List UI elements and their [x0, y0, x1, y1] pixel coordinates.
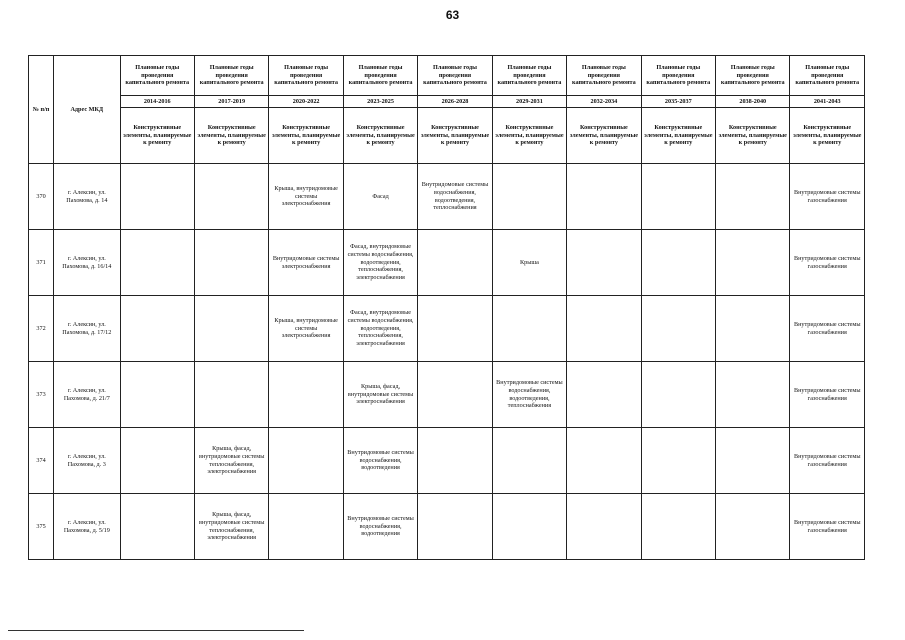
table-row [29, 428, 865, 494]
repair-cell: Внутридомовые системы газоснабжения [790, 494, 865, 560]
header-elements-title: Конструктивные элементы, планируемые к ремонту [716, 108, 790, 164]
repair-cell: Крыша, фасад, внутридомовые системы электроснабжения [343, 362, 417, 428]
repair-cell [492, 494, 566, 560]
row-number: 374 [29, 428, 54, 494]
header-elements-title: Конструктивные элементы, планируемые к ремонту [790, 108, 865, 164]
row-address: г. Алексин, ул. Пахомова, д. 21/7 [54, 362, 120, 428]
repair-cell: Внутридомовые системы водоснабжения, водоотведения, теплоснабжения [418, 164, 492, 230]
repair-cell [194, 362, 268, 428]
header-elements-title: Конструктивные элементы, планируемые к ремонту [120, 108, 194, 164]
table-row [29, 494, 865, 560]
repair-cell: Внутридомовые системы водоснабжения, водоотведения [343, 494, 417, 560]
repair-cell [492, 428, 566, 494]
repair-cell [641, 230, 715, 296]
table-row [29, 164, 865, 230]
table-row [29, 362, 865, 428]
repair-cell [120, 164, 194, 230]
repair-cell [194, 230, 268, 296]
repair-cell [567, 362, 641, 428]
repair-cell [120, 428, 194, 494]
repair-cell: Внутридомовые системы водоснабжения, водоотведения [343, 428, 417, 494]
repair-cell [567, 296, 641, 362]
repair-cell: Фасад [343, 164, 417, 230]
header-period-title: Плановые годы проведения капитального ремонта [641, 56, 715, 96]
repair-cell [716, 164, 790, 230]
footnote-divider [8, 630, 304, 631]
repair-cell [641, 362, 715, 428]
repair-cell: Внутридомовые системы газоснабжения [790, 362, 865, 428]
repair-cell: Крыша, фасад, внутридомовые системы теплоснабжения, электроснабжения [194, 494, 268, 560]
repair-cell [120, 230, 194, 296]
row-address: г. Алексин, ул. Пахомова, д. 5/19 [54, 494, 120, 560]
row-address: г. Алексин, ул. Пахомова, д. 16/14 [54, 230, 120, 296]
header-elements-title: Конструктивные элементы, планируемые к ремонту [343, 108, 417, 164]
repair-cell: Фасад, внутридомовые системы водоснабжения, водоотведения, теплоснабжения, электроснабжения [343, 230, 417, 296]
repair-cell: Фасад, внутридомовые системы водоснабжения, водоотведения, теплоснабжения, электроснабжения [343, 296, 417, 362]
header-elements-title: Конструктивные элементы, планируемые к ремонту [418, 108, 492, 164]
row-number: 375 [29, 494, 54, 560]
repair-cell [492, 296, 566, 362]
repair-cell [269, 494, 343, 560]
repair-cell [194, 164, 268, 230]
repair-cell: Внутридомовые системы газоснабжения [790, 230, 865, 296]
repair-cell [269, 428, 343, 494]
repair-cell: Внутридомовые системы газоснабжения [790, 428, 865, 494]
repair-plan-table [28, 55, 865, 560]
repair-cell: Внутридомовые системы газоснабжения [790, 296, 865, 362]
repair-cell [418, 494, 492, 560]
header-period-title: Плановые годы проведения капитального ремонта [716, 56, 790, 96]
header-elements-row [29, 108, 865, 164]
row-address: г. Алексин, ул. Пахомова, д. 14 [54, 164, 120, 230]
repair-cell [269, 362, 343, 428]
repair-cell [567, 230, 641, 296]
header-period: 2038-2040 [716, 96, 790, 108]
header-period: 2020-2022 [269, 96, 343, 108]
header-elements-title: Конструктивные элементы, планируемые к ремонту [269, 108, 343, 164]
header-period-title: Плановые годы проведения капитального ремонта [790, 56, 865, 96]
table-row [29, 296, 865, 362]
row-number: 371 [29, 230, 54, 296]
repair-cell: Крыша [492, 230, 566, 296]
header-period: 2026-2028 [418, 96, 492, 108]
repair-cell: Крыша, фасад, внутридомовые системы теплоснабжения, электроснабжения [194, 428, 268, 494]
header-period: 2023-2025 [343, 96, 417, 108]
header-period: 2017-2019 [194, 96, 268, 108]
repair-cell: Внутридомовые системы водоснабжения, водоотведения, теплоснабжения [492, 362, 566, 428]
header-title-row [29, 56, 865, 96]
header-years-row [29, 96, 865, 108]
repair-cell [567, 494, 641, 560]
repair-cell [194, 296, 268, 362]
header-elements-title: Конструктивные элементы, планируемые к ремонту [194, 108, 268, 164]
header-period-title: Плановые годы проведения капитального ремонта [194, 56, 268, 96]
page-number: 63 [445, 8, 460, 22]
header-elements-title: Конструктивные элементы, планируемые к ремонту [641, 108, 715, 164]
header-period-title: Плановые годы проведения капитального ремонта [269, 56, 343, 96]
repair-cell [716, 230, 790, 296]
repair-cell: Крыша, внутридомовые системы электроснабжения [269, 296, 343, 362]
repair-cell [641, 428, 715, 494]
repair-cell: Крыша, внутридомовые системы электроснабжения [269, 164, 343, 230]
repair-cell [641, 494, 715, 560]
repair-cell [716, 362, 790, 428]
repair-cell: Внутридомовые системы электроснабжения [269, 230, 343, 296]
header-period-title: Плановые годы проведения капитального ремонта [567, 56, 641, 96]
header-num: № п/п [29, 56, 54, 164]
repair-cell [641, 164, 715, 230]
header-elements-title: Конструктивные элементы, планируемые к ремонту [492, 108, 566, 164]
header-period: 2029-2031 [492, 96, 566, 108]
row-number: 372 [29, 296, 54, 362]
repair-cell: Внутридомовые системы газоснабжения [790, 164, 865, 230]
repair-cell [567, 164, 641, 230]
header-period-title: Плановые годы проведения капитального ремонта [492, 56, 566, 96]
repair-cell [418, 230, 492, 296]
row-address: г. Алексин, ул. Пахомова, д. 17/12 [54, 296, 120, 362]
header-period: 2032-2034 [567, 96, 641, 108]
repair-cell [418, 362, 492, 428]
repair-cell [418, 428, 492, 494]
header-period-title: Плановые годы проведения капитального ремонта [120, 56, 194, 96]
repair-cell [716, 494, 790, 560]
row-address: г. Алексин, ул. Пахомова, д. 3 [54, 428, 120, 494]
repair-cell [716, 428, 790, 494]
header-period: 2035-2037 [641, 96, 715, 108]
repair-cell [641, 296, 715, 362]
header-period: 2014-2016 [120, 96, 194, 108]
repair-cell [120, 494, 194, 560]
repair-cell [120, 296, 194, 362]
row-number: 373 [29, 362, 54, 428]
header-period-title: Плановые годы проведения капитального ремонта [343, 56, 417, 96]
row-number: 370 [29, 164, 54, 230]
header-period: 2041-2043 [790, 96, 865, 108]
header-elements-title: Конструктивные элементы, планируемые к ремонту [567, 108, 641, 164]
repair-cell [492, 164, 566, 230]
header-period-title: Плановые годы проведения капитального ремонта [418, 56, 492, 96]
repair-cell [120, 362, 194, 428]
header-address: Адрес МКД [54, 56, 120, 164]
repair-cell [567, 428, 641, 494]
table-row [29, 230, 865, 296]
repair-cell [716, 296, 790, 362]
repair-cell [418, 296, 492, 362]
